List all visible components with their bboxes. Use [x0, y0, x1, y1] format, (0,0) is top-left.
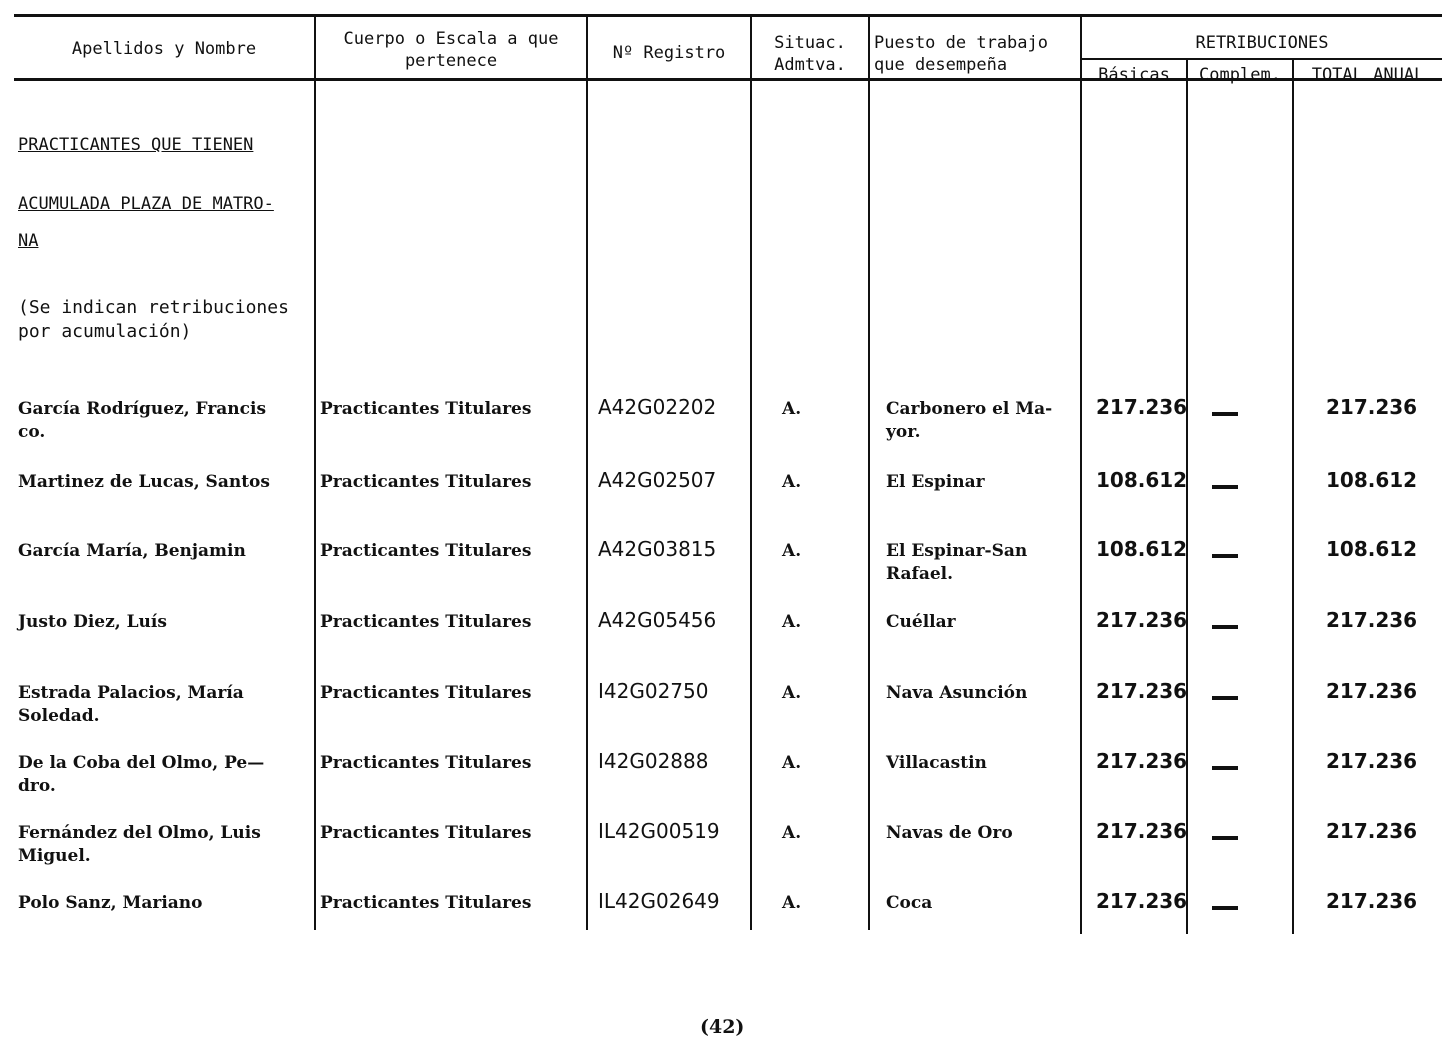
cell-cuerpo: Practicantes Titulares: [320, 893, 532, 913]
cell-registro: A42G02202: [598, 395, 717, 419]
cell-basicas: 108.612: [1096, 468, 1188, 492]
cell-cuerpo: Practicantes Titulares: [320, 472, 532, 492]
cell-basicas: 217.236: [1096, 679, 1188, 703]
cell-cuerpo: Practicantes Titulares: [320, 541, 532, 561]
cell-nombre: Martinez de Lucas, Santos: [18, 472, 270, 492]
cell-complem: [1212, 485, 1238, 489]
cell-registro: I42G02750: [598, 679, 709, 703]
cell-registro: A42G03815: [598, 537, 717, 561]
cell-cuerpo: Practicantes Titulares: [320, 753, 532, 773]
col-divider-4: [868, 14, 870, 930]
header-basicas: Básicas: [1098, 65, 1170, 85]
col-divider-1: [314, 14, 316, 930]
cell-cuerpo: Practicantes Titulares: [320, 823, 532, 843]
cell-complem: [1212, 625, 1238, 629]
col-divider-3: [750, 14, 752, 930]
cell-cuerpo: Practicantes Titulares: [320, 399, 532, 419]
cell-complem: [1212, 554, 1238, 558]
cell-situacion: A.: [782, 823, 802, 843]
cell-cuerpo: Practicantes Titulares: [320, 683, 532, 703]
cell-total: 108.612: [1326, 468, 1418, 492]
section-title-line3: NA: [18, 231, 39, 251]
cell-registro: I42G02888: [598, 749, 709, 773]
cell-puesto: Villacastin: [886, 753, 987, 773]
cell-nombre: Polo Sanz, Mariano: [18, 893, 203, 913]
cell-total: 217.236: [1326, 679, 1418, 703]
col-divider-6: [1186, 60, 1188, 934]
header-complem: Complem.: [1199, 65, 1281, 85]
cell-situacion: A.: [782, 612, 802, 632]
header-total: TOTAL ANUAL: [1311, 65, 1425, 85]
cell-nombre: Fernández del Olmo, Luis Miguel.: [18, 823, 261, 866]
header-puesto: Puesto de trabajo que desempeña: [874, 33, 1048, 75]
cell-nombre: Justo Diez, Luís: [18, 612, 167, 632]
cell-registro: A42G05456: [598, 608, 717, 632]
cell-puesto: Carbonero el Ma- yor.: [886, 399, 1053, 442]
cell-total: 217.236: [1326, 819, 1418, 843]
section-note: (Se indican retribuciones por acumulación): [18, 297, 289, 342]
cell-puesto: Navas de Oro: [886, 823, 1013, 843]
page-number: (42): [700, 1016, 745, 1038]
cell-registro: A42G02507: [598, 468, 717, 492]
col-divider-7: [1292, 60, 1294, 934]
cell-puesto: Cuéllar: [886, 612, 956, 632]
cell-nombre: García María, Benjamin: [18, 541, 246, 561]
cell-complem: [1212, 906, 1238, 910]
cell-total: 217.236: [1326, 395, 1418, 419]
cell-registro: IL42G02649: [598, 889, 720, 913]
section-title-line1: PRACTICANTES QUE TIENEN: [18, 135, 254, 155]
cell-situacion: A.: [782, 753, 802, 773]
col-divider-2: [586, 14, 588, 930]
col-divider-5: [1080, 14, 1082, 934]
section-title-line2: ACUMULADA PLAZA DE MATRO-: [18, 194, 274, 214]
cell-total: 217.236: [1326, 608, 1418, 632]
table-top-rule: [14, 14, 1442, 17]
header-nombre: Apellidos y Nombre: [71, 39, 257, 59]
cell-nombre: De la Coba del Olmo, Pe— dro.: [18, 753, 265, 796]
cell-basicas: 217.236: [1096, 395, 1188, 419]
cell-basicas: 217.236: [1096, 889, 1188, 913]
cell-complem: [1212, 836, 1238, 840]
cell-basicas: 217.236: [1096, 608, 1188, 632]
header-retribuciones: RETRIBUCIONES: [1195, 33, 1329, 53]
cell-nombre: Estrada Palacios, María Soledad.: [18, 683, 244, 726]
header-cuerpo: Cuerpo o Escala a que pertenece: [343, 29, 559, 71]
cell-registro: IL42G00519: [598, 819, 720, 843]
cell-complem: [1212, 696, 1238, 700]
cell-total: 108.612: [1326, 537, 1418, 561]
cell-situacion: A.: [782, 541, 802, 561]
retribuciones-rule: [1082, 58, 1442, 60]
cell-nombre: García Rodríguez, Francis co.: [18, 399, 267, 442]
cell-situacion: A.: [782, 472, 802, 492]
cell-total: 217.236: [1326, 749, 1418, 773]
cell-basicas: 108.612: [1096, 537, 1188, 561]
cell-complem: [1212, 766, 1238, 770]
cell-puesto: El Espinar: [886, 472, 985, 492]
cell-complem: [1212, 412, 1238, 416]
header-situacion: Situac. Admtva.: [774, 33, 846, 75]
cell-situacion: A.: [782, 893, 802, 913]
cell-total: 217.236: [1326, 889, 1418, 913]
header-registro: Nº Registro: [612, 43, 726, 63]
cell-puesto: Nava Asunción: [886, 683, 1028, 703]
cell-cuerpo: Practicantes Titulares: [320, 612, 532, 632]
cell-situacion: A.: [782, 683, 802, 703]
cell-puesto: Coca: [886, 893, 933, 913]
cell-puesto: El Espinar-San Rafael.: [886, 541, 1028, 584]
cell-situacion: A.: [782, 399, 802, 419]
cell-basicas: 217.236: [1096, 819, 1188, 843]
cell-basicas: 217.236: [1096, 749, 1188, 773]
